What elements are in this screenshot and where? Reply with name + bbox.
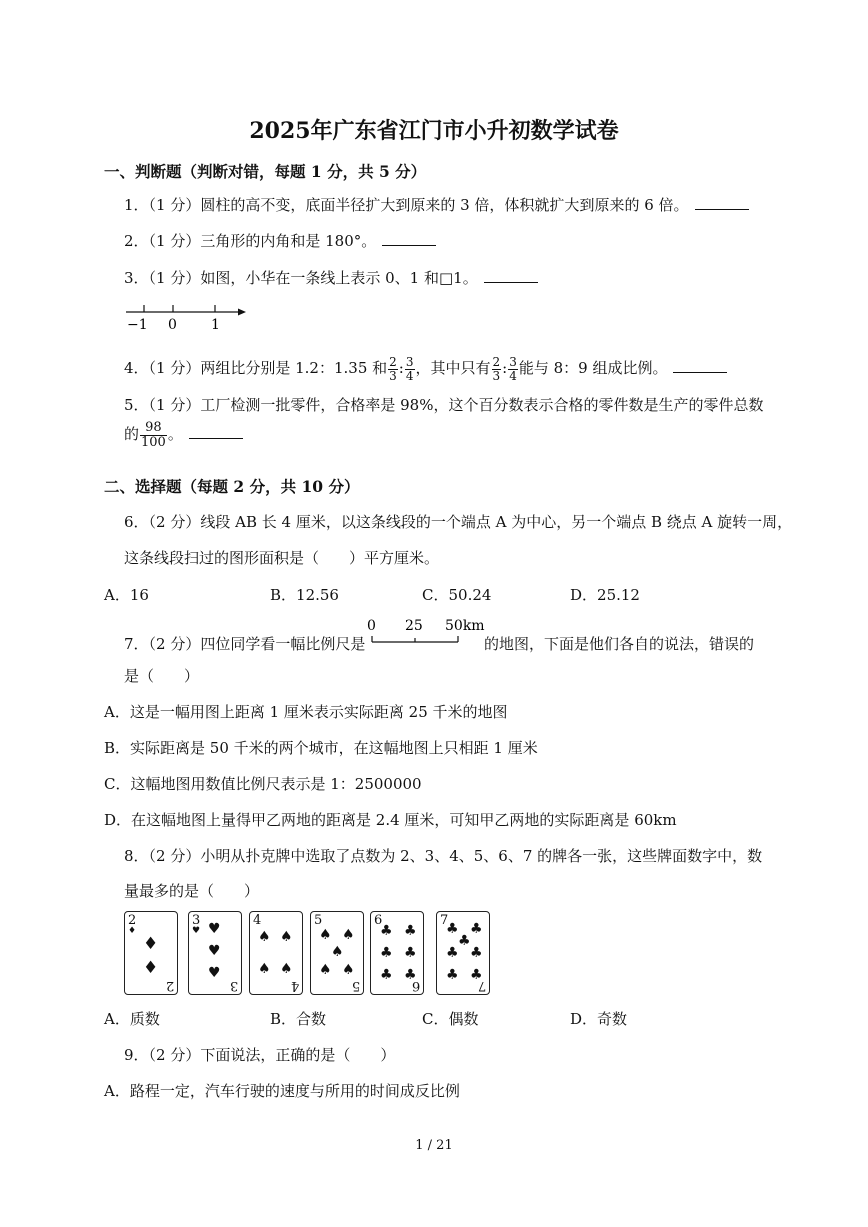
playing-card-5: 5 ♠ ♠ ♠ ♠ ♠ 5 (310, 911, 364, 995)
question-7-text-a: 7．（2 分）四位同学看一幅比例尺是 (124, 635, 366, 653)
club-icon: ♣ (446, 945, 459, 961)
heart-icon: ♥ (208, 943, 221, 959)
playing-card-6: 6 ♣ ♣ ♣ ♣ ♣ ♣ 6 (370, 911, 424, 995)
spade-icon: ♠ (319, 927, 332, 943)
playing-card-3: 3 ♥ ♥ ♥ ♥ 3 (188, 911, 242, 995)
question-8-line1: 8．（2 分）小明从扑克牌中选取了点数为 2、3、4、5、6、7 的牌各一张，这些牌面数字中，数 (124, 847, 763, 865)
question-4 (124, 356, 727, 382)
club-icon: ♣ (458, 933, 471, 949)
answer-blank (189, 437, 243, 439)
section-heading-choice: 二、选择题（每题 2 分，共 10 分） (104, 477, 360, 496)
page-title: 2025年广东省江门市小升初数学试卷 (249, 118, 619, 144)
scale-label-25: 25 (405, 618, 423, 634)
number-line-arrow (238, 309, 246, 316)
club-icon: ♣ (446, 967, 459, 983)
question-1 (124, 194, 749, 215)
spade-icon: ♠ (280, 961, 293, 977)
club-icon: ♣ (380, 967, 393, 983)
question-8-option-a[interactable]: A．质数 (104, 1010, 160, 1028)
question-4-text-c: 能与 8：9 组成比例。 (518, 359, 668, 378)
question-6-option-d[interactable]: D．25.12 (570, 586, 640, 604)
number-line-figure (122, 298, 252, 334)
playing-card-7: 7 ♣ ♣ ♣ ♣ ♣ ♣ ♣ 7 (436, 911, 490, 995)
spade-icon: ♠ (342, 927, 355, 943)
spade-icon: ♠ (331, 944, 344, 960)
club-icon: ♣ (470, 921, 483, 937)
fraction: $\frac{98}{100}$ (141, 420, 166, 450)
question-9-text: 9．（2 分）下面说法，正确的是（ ） (124, 1046, 396, 1064)
question-2 (124, 230, 436, 251)
question-2-text: 2．（1 分）三角形的内角和是 180°。 (124, 232, 377, 250)
heart-icon: ♥ (208, 921, 221, 937)
spade-icon: ♠ (258, 929, 271, 945)
question-7-option-a[interactable]: A．这是一幅用图上距离 1 厘米表示实际距离 25 千米的地图 (104, 703, 508, 721)
heart-icon: ♥ (208, 965, 221, 981)
club-icon: ♣ (470, 945, 483, 961)
club-icon: ♣ (380, 945, 393, 961)
question-5-line2 (124, 421, 243, 449)
fraction: $\frac{2}{3}$ (389, 355, 397, 383)
answer-blank (382, 244, 436, 246)
question-9-option-a[interactable]: A．路程一定，汽车行驶的速度与所用的时间成反比例 (104, 1082, 460, 1100)
club-icon: ♣ (446, 921, 459, 937)
scale-label-0: 0 (367, 618, 376, 634)
club-icon: ♣ (380, 923, 393, 939)
question-3 (124, 267, 538, 288)
tick-label-zero: 0 (168, 317, 177, 333)
spade-icon: ♠ (342, 962, 355, 978)
question-1-text: 1．（1 分）圆柱的高不变，底面半径扩大到原来的 3 倍，体积就扩大到原来的 6 倍。 (124, 196, 689, 214)
playing-card-2: 2 ♦ ♦ ♦ 2 (124, 911, 178, 995)
spade-icon: ♠ (319, 962, 332, 978)
tick-label-minus-one: −1 (127, 317, 148, 333)
fraction: $\frac{3}{4}$ (509, 355, 517, 383)
scale-bar-figure (364, 614, 485, 648)
club-icon: ♣ (404, 923, 417, 939)
section-heading-judgement: 一、判断题（判断对错，每题 1 分，共 5 分） (104, 162, 427, 181)
answer-blank (673, 371, 727, 373)
scale-label-50km: 50km (445, 618, 485, 634)
answer-blank (695, 208, 749, 210)
fraction: $\frac{2}{3}$ (492, 355, 501, 383)
question-8-option-c[interactable]: C．偶数 (422, 1010, 479, 1028)
question-5-line1: 5．（1 分）工厂检测一批零件，合格率是 98%，这个百分数表示合格的零件数是生产的零件总数 (124, 396, 764, 414)
question-4-text-b: ，其中只有 (415, 359, 491, 378)
question-6-option-a[interactable]: A．16 (104, 586, 149, 604)
question-7-line2: 是（ ） (124, 667, 200, 685)
club-icon: ♣ (404, 945, 417, 961)
diamond-icon: ♦ (143, 958, 159, 978)
question-7-text-b: 的地图，下面是他们各自的说法，错误的 (484, 635, 755, 653)
question-7-option-b[interactable]: B．实际距离是 50 千米的两个城市，在这幅地图上只相距 1 厘米 (104, 739, 538, 757)
question-5-suffix: 。 (167, 425, 183, 444)
question-7-option-d[interactable]: D．在这幅地图上量得甲乙两地的距离是 2.4 厘米，可知甲乙两地的实际距离是 60km (104, 811, 677, 829)
question-8-option-b[interactable]: B．合数 (270, 1010, 327, 1028)
club-icon: ♣ (404, 967, 417, 983)
question-4-text-a: 4．（1 分）两组比分别是 1.2：1.35 和 (124, 359, 388, 378)
question-5-prefix: 的 (124, 425, 140, 444)
question-8-line2: 量最多的是（ ） (124, 882, 260, 900)
question-6-line1: 6．（2 分）线段 AB 长 4 厘米，以这条线段的一个端点 A 为中心，另一个端点 B 绕点 A 旋转一周， (124, 513, 793, 531)
answer-blank (484, 281, 538, 283)
ratio-colon: : (502, 359, 508, 378)
page-number: 1 / 21 (415, 1138, 453, 1153)
question-7-option-c[interactable]: C．这幅地图用数值比例尺表示是 1：2500000 (104, 775, 422, 793)
playing-card-4: 4 ♠ ♠ ♠ ♠ 4 (249, 911, 303, 995)
diamond-icon: ♦ (143, 934, 159, 954)
ratio-colon: : (398, 359, 404, 378)
question-8-option-d[interactable]: D．奇数 (570, 1010, 628, 1028)
question-6-option-b[interactable]: B．12.56 (270, 586, 339, 604)
spade-icon: ♠ (258, 961, 271, 977)
club-icon: ♣ (470, 967, 483, 983)
fraction: $\frac{3}{4}$ (405, 355, 414, 383)
tick-label-one: 1 (211, 317, 220, 333)
question-3-text: 3．（1 分）如图，小华在一条线上表示 0、1 和□1。 (124, 269, 478, 287)
spade-icon: ♠ (280, 929, 293, 945)
question-6-line2: 这条线段扫过的图形面积是（ ）平方厘米。 (124, 549, 440, 567)
question-6-option-c[interactable]: C．50.24 (422, 586, 492, 604)
